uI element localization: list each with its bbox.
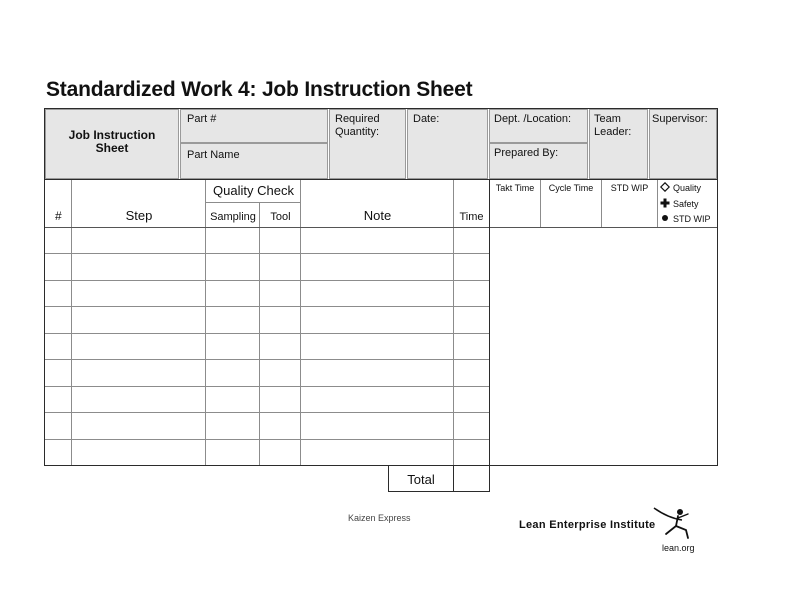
table-row[interactable] xyxy=(45,253,489,279)
table-row[interactable] xyxy=(45,412,489,438)
table-row[interactable] xyxy=(45,333,489,359)
diamond-icon xyxy=(660,182,670,192)
brand-name: Lean Enterprise Institute xyxy=(519,519,656,531)
column-step-header: Step xyxy=(125,208,153,223)
footer-credit: Kaizen Express xyxy=(348,513,411,523)
table-row[interactable] xyxy=(45,386,489,412)
cycle-time-label: Cycle Time xyxy=(548,183,594,193)
column-tool-header: Tool xyxy=(270,211,291,223)
date-label: Date: xyxy=(413,113,440,125)
team-leader-field[interactable] xyxy=(589,109,648,179)
column-time-header: Time xyxy=(459,211,484,223)
supervisor-label: Supervisor: xyxy=(652,113,708,125)
legend-safety-label: Safety xyxy=(673,199,699,209)
dept-location-field[interactable] xyxy=(489,109,588,143)
part-number-field[interactable] xyxy=(180,109,328,143)
required-quantity-label: Required Quantity: xyxy=(335,113,380,138)
dept-location-label: Dept. /Location: xyxy=(494,113,572,125)
legend-quality-label: Quality xyxy=(673,183,702,193)
legend-std-wip-label: STD WIP xyxy=(673,214,711,224)
footer-site: lean.org xyxy=(662,543,695,553)
column-sampling-header: Sampling xyxy=(210,211,256,223)
supervisor-field[interactable] xyxy=(649,109,717,179)
team-leader-label: Team Leader: xyxy=(594,113,632,138)
column-number-header: # xyxy=(55,209,62,223)
column-note-header: Note xyxy=(363,208,392,223)
takt-time-label: Takt Time xyxy=(495,183,535,193)
date-field[interactable] xyxy=(407,109,488,179)
table-row[interactable] xyxy=(45,306,489,332)
table-row[interactable] xyxy=(45,359,489,385)
std-wip-label: STD WIP xyxy=(610,183,649,193)
total-label: Total xyxy=(407,472,435,487)
part-name-label: Part Name xyxy=(187,149,240,161)
page-title: Standardized Work 4: Job Instruction Sheet xyxy=(46,78,473,101)
job-instruction-sheet-label: Job Instruction Sheet xyxy=(68,128,156,155)
part-name-field[interactable] xyxy=(180,143,328,179)
column-quality-check-header: Quality Check xyxy=(213,183,294,198)
part-number-label: Part # xyxy=(187,113,217,125)
table-row[interactable] xyxy=(45,439,489,465)
cross-icon xyxy=(660,198,670,208)
required-quantity-field[interactable] xyxy=(329,109,406,179)
table-row[interactable] xyxy=(45,227,489,253)
lean-enterprise-logo-icon xyxy=(648,504,694,542)
prepared-by-field[interactable] xyxy=(489,143,588,179)
dot-icon xyxy=(661,214,669,222)
job-instruction-sheet-cell xyxy=(45,109,179,179)
prepared-by-label: Prepared By: xyxy=(494,147,559,159)
table-row[interactable] xyxy=(45,280,489,306)
